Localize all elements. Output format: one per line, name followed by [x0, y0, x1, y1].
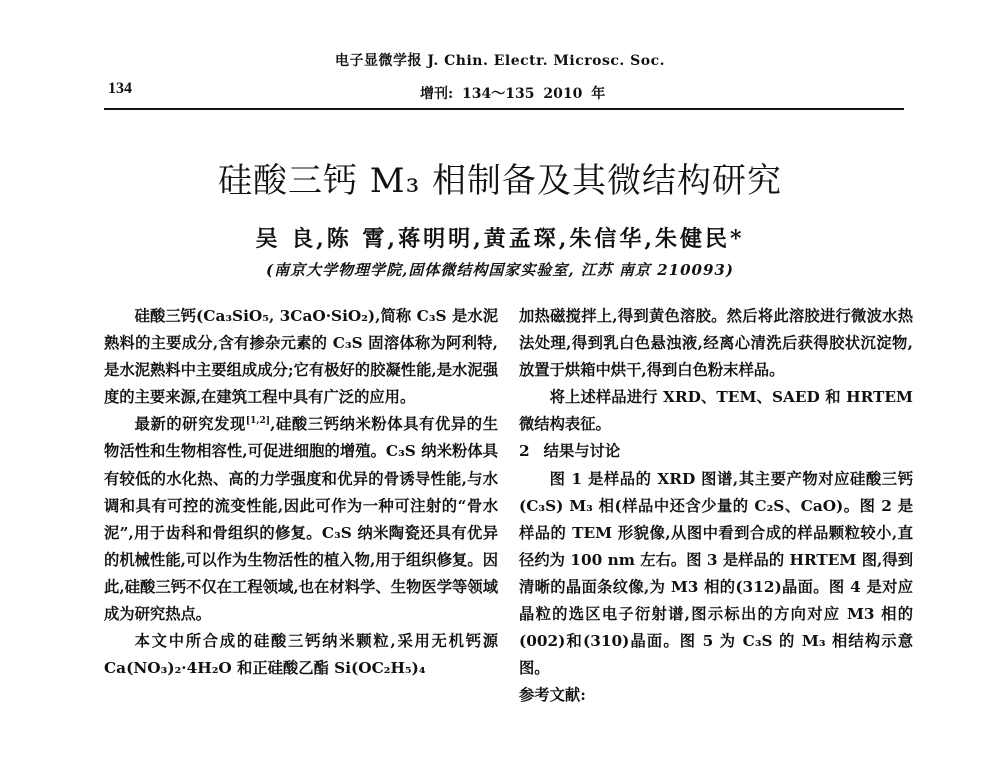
- journal-header: 电子显微学报 J. Chin. Electr. Microsc. Soc.: [334, 53, 665, 69]
- intro-paragraph-3: 本文中所合成的硅酸三钙纳米颗粒,采用无机钙源 Ca(NO₃)₂·4H₂O 和正硅酸乙酯 Si(OC₂H₅)₄: [104, 632, 498, 678]
- header-rule: [104, 108, 904, 110]
- intro-paragraph-1: 硅酸三钙(Ca₃SiO₅, 3CaO·SiO₂),简称 C₃S 是水泥熟料的主要成分,含有掺杂元素的 C₃S 固溶体称为阿利特,是水泥熟料中主要组成成分;它有极好的胶凝性能,是水泥强度的主要来源,在建筑工程中具有广泛的应用。: [104, 307, 498, 407]
- intro-paragraph-2-rest: ,硅酸三钙纳米粉体具有优异的生物活性和生物相容性,可促进细胞的增殖。C₃S 纳米粉体具有较低的水化热、高的力学强度和优异的骨诱导性能,与水调和具有可控的流变性能,因此可作为一种可注射的“骨水泥”,用于齿科和骨组织的修复。C₃S 纳米陶瓷还具有优异的机械性能,可以作为生物活性的植入物,用于组织修复。因此,硅酸三钙不仅在工程领域,也在材料学、生物医学等领域成为研究热点。: [104, 415, 498, 624]
- method-paragraph-1: 加热磁搅拌上,得到黄色溶胶。然后将此溶胶进行微波水热法处理,得到乳白色悬浊液,经离心清洗后获得胶状沉淀物,放置于烘箱中烘干,得到白色粉末样品。: [519, 307, 913, 380]
- citation-ref: [1,2]: [245, 416, 271, 427]
- paper-title: 硅酸三钙 M₃ 相制备及其微结构研究: [217, 161, 783, 201]
- right-column: [519, 303, 913, 709]
- intro-paragraph-2-start: 最新的研究发现: [134, 415, 246, 434]
- author-list: 吴 良,陈 霄,蒋明明,黄孟琛,朱信华,朱健民*: [255, 226, 745, 252]
- section-number: 2: [519, 442, 530, 461]
- issue-info: 增刊: 134～135 2010 年: [420, 86, 606, 102]
- left-column: [104, 303, 498, 682]
- method-paragraph-2: 将上述样品进行 XRD、TEM、SAED 和 HRTEM 微结构表征。: [519, 388, 913, 434]
- intro-paragraph-2: [104, 411, 498, 628]
- page-number: 134: [108, 80, 132, 97]
- affiliation: (南京大学物理学院,固体微结构国家实验室, 江苏 南京 210093): [266, 261, 734, 279]
- section-title: 结果与讨论: [543, 442, 621, 461]
- references-heading: 参考文献:: [519, 686, 586, 705]
- section-heading: [519, 438, 913, 465]
- results-paragraph: 图 1 是样品的 XRD 图谱,其主要产物对应硅酸三钙(C₃S) M₃ 相(样品中还含少量的 C₂S、CaO)。图 2 是样品的 TEM 形貌像,从图中看到合成的样品颗粒较小,直径约为 100 nm 左右。图 3 是样品的 HRTEM 图,得到清晰的晶面条纹像,为 M3 相的(312)晶面。图 4 是对应晶粒的选区电子衍射谱,图示标出的方向对应 M3 相的(002)和(310)晶面。图 5 为 C₃S 的 M₃ 相结构示意图。: [519, 469, 913, 678]
